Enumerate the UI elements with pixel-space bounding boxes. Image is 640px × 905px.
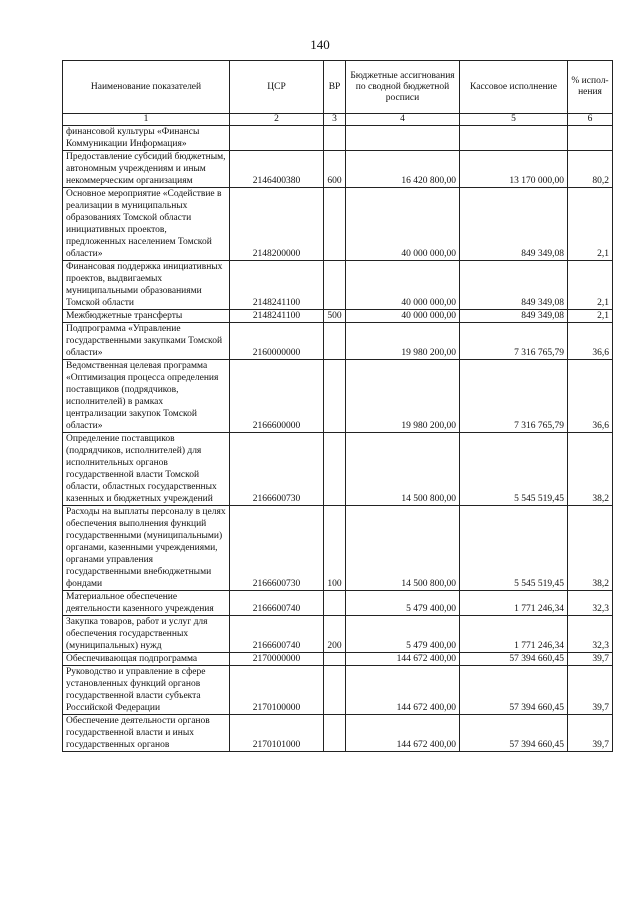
csr-code-cell: 2166600000: [230, 360, 324, 433]
header-cash: Кассовое исполнение: [460, 61, 568, 114]
vr-code-cell: [324, 433, 346, 506]
budget-allocation-cell: 5 479 400,00: [346, 616, 460, 653]
indicator-name-cell: Финансовая поддержка инициативных проектов, выдвигаемых муниципальными образованиями Томской области: [63, 261, 230, 310]
indicator-name-cell: Закупка товаров, работ и услуг для обеспечения государственных (муниципальных) нужд: [63, 616, 230, 653]
indicator-name-cell: Определение поставщиков (подрядчиков, исполнителей) для исполнительных органов государственной власти Томской области, областных государственных казенных и бюджетных учреждений: [63, 433, 230, 506]
table-body: [63, 126, 613, 752]
column-number: 1: [63, 114, 230, 126]
header-name: Наименование показателей: [63, 61, 230, 114]
cash-execution-cell: 1 771 246,34: [460, 591, 568, 616]
execution-percent-cell: 2,1: [568, 261, 613, 310]
execution-percent-cell: 36,6: [568, 360, 613, 433]
csr-code-cell: 2148241100: [230, 310, 324, 323]
indicator-name-cell: Основное мероприятие «Содействие в реализации в муниципальных образованиях Томской области инициативных проектов, предложенных населением Томской области»: [63, 188, 230, 261]
column-number: 6: [568, 114, 613, 126]
budget-allocation-cell: 40 000 000,00: [346, 261, 460, 310]
execution-percent-cell: 2,1: [568, 188, 613, 261]
page-number: 140: [310, 37, 330, 52]
table-row: [63, 360, 613, 433]
cash-execution-cell: 849 349,08: [460, 261, 568, 310]
vr-code-cell: 500: [324, 310, 346, 323]
execution-percent-cell: 36,6: [568, 323, 613, 360]
cash-execution-cell: 13 170 000,00: [460, 151, 568, 188]
cash-execution-cell: 1 771 246,34: [460, 616, 568, 653]
vr-code-cell: 200: [324, 616, 346, 653]
table-row: [63, 715, 613, 752]
vr-code-cell: [324, 360, 346, 433]
header-row: [63, 61, 613, 114]
budget-allocation-cell: 144 672 400,00: [346, 715, 460, 752]
budget-allocation-cell: 144 672 400,00: [346, 666, 460, 715]
indicator-name-cell: Ведомственная целевая программа «Оптимизация процесса определения поставщиков (подрядчиков, исполнителей) в рамках централизации закупок Томской области»: [63, 360, 230, 433]
cash-execution-cell: 849 349,08: [460, 188, 568, 261]
budget-allocation-cell: 5 479 400,00: [346, 591, 460, 616]
execution-percent-cell: [568, 126, 613, 151]
csr-code-cell: 2148241100: [230, 261, 324, 310]
header-budget: Бюджетные ассигнования по сводной бюджетной росписи: [346, 61, 460, 114]
execution-percent-cell: 80,2: [568, 151, 613, 188]
cash-execution-cell: 57 394 660,45: [460, 653, 568, 666]
table-row: [63, 261, 613, 310]
csr-code-cell: 2170101000: [230, 715, 324, 752]
column-number: 5: [460, 114, 568, 126]
budget-allocation-cell: 19 980 200,00: [346, 360, 460, 433]
budget-execution-table: [62, 60, 613, 752]
header-pct: % испол-нения: [568, 61, 613, 114]
table-row: [63, 506, 613, 591]
csr-code-cell: 2146400380: [230, 151, 324, 188]
indicator-name-cell: Подпрограмма «Управление государственными закупками Томской области»: [63, 323, 230, 360]
csr-code-cell: 2170100000: [230, 666, 324, 715]
table-row: [63, 188, 613, 261]
budget-allocation-cell: 16 420 800,00: [346, 151, 460, 188]
table-row: [63, 666, 613, 715]
cash-execution-cell: [460, 126, 568, 151]
budget-allocation-cell: 14 500 800,00: [346, 433, 460, 506]
indicator-name-cell: Межбюджетные трансферты: [63, 310, 230, 323]
execution-percent-cell: 39,7: [568, 666, 613, 715]
column-number: 4: [346, 114, 460, 126]
vr-code-cell: [324, 323, 346, 360]
execution-percent-cell: 32,3: [568, 616, 613, 653]
execution-percent-cell: 32,3: [568, 591, 613, 616]
cash-execution-cell: 7 316 765,79: [460, 360, 568, 433]
budget-allocation-cell: 14 500 800,00: [346, 506, 460, 591]
table-row: [63, 323, 613, 360]
header-csr: ЦСР: [230, 61, 324, 114]
cash-execution-cell: 849 349,08: [460, 310, 568, 323]
execution-percent-cell: 38,2: [568, 506, 613, 591]
execution-percent-cell: 39,7: [568, 653, 613, 666]
cash-execution-cell: 57 394 660,45: [460, 666, 568, 715]
cash-execution-cell: 5 545 519,45: [460, 433, 568, 506]
column-number: 3: [324, 114, 346, 126]
indicator-name-cell: Материальное обеспечение деятельности казенного учреждения: [63, 591, 230, 616]
indicator-name-cell: Руководство и управление в сфере установленных функций органов государственной власти субъекта Российской Федерации: [63, 666, 230, 715]
vr-code-cell: [324, 666, 346, 715]
csr-code-cell: 2170000000: [230, 653, 324, 666]
csr-code-cell: 2166600730: [230, 506, 324, 591]
vr-code-cell: [324, 653, 346, 666]
indicator-name-cell: Обеспечивающая подпрограмма: [63, 653, 230, 666]
indicator-name-cell: финансовой культуры «Финансы Коммуникации Информация»: [63, 126, 230, 151]
table-row: [63, 151, 613, 188]
indicator-name-cell: Расходы на выплаты персоналу в целях обеспечения выполнения функций государственными (муниципальными) органами, казенными учреждениями, органами управления государственными внебюджетными фондами: [63, 506, 230, 591]
vr-code-cell: [324, 591, 346, 616]
indicator-name-cell: Обеспечение деятельности органов государственной власти и иных государственных органов: [63, 715, 230, 752]
header-vr: ВР: [324, 61, 346, 114]
execution-percent-cell: 39,7: [568, 715, 613, 752]
budget-allocation-cell: 19 980 200,00: [346, 323, 460, 360]
vr-code-cell: [324, 715, 346, 752]
execution-percent-cell: 2,1: [568, 310, 613, 323]
vr-code-cell: [324, 188, 346, 261]
cash-execution-cell: 57 394 660,45: [460, 715, 568, 752]
csr-code-cell: 2148200000: [230, 188, 324, 261]
table-row: [63, 310, 613, 323]
column-number-row: [63, 114, 613, 126]
csr-code-cell: 2166600730: [230, 433, 324, 506]
execution-percent-cell: 38,2: [568, 433, 613, 506]
vr-code-cell: [324, 261, 346, 310]
cash-execution-cell: 7 316 765,79: [460, 323, 568, 360]
csr-code-cell: [230, 126, 324, 151]
budget-allocation-cell: 40 000 000,00: [346, 310, 460, 323]
vr-code-cell: 600: [324, 151, 346, 188]
csr-code-cell: 2160000000: [230, 323, 324, 360]
budget-allocation-cell: 40 000 000,00: [346, 188, 460, 261]
indicator-name-cell: Предоставление субсидий бюджетным, автономным учреждениям и иным некоммерческим организациям: [63, 151, 230, 188]
table-row: [63, 591, 613, 616]
table-row: [63, 433, 613, 506]
table-row: [63, 126, 613, 151]
vr-code-cell: 100: [324, 506, 346, 591]
table-row: [63, 653, 613, 666]
csr-code-cell: 2166600740: [230, 616, 324, 653]
vr-code-cell: [324, 126, 346, 151]
budget-allocation-cell: 144 672 400,00: [346, 653, 460, 666]
csr-code-cell: 2166600740: [230, 591, 324, 616]
budget-allocation-cell: [346, 126, 460, 151]
column-number: 2: [230, 114, 324, 126]
table-row: [63, 616, 613, 653]
cash-execution-cell: 5 545 519,45: [460, 506, 568, 591]
